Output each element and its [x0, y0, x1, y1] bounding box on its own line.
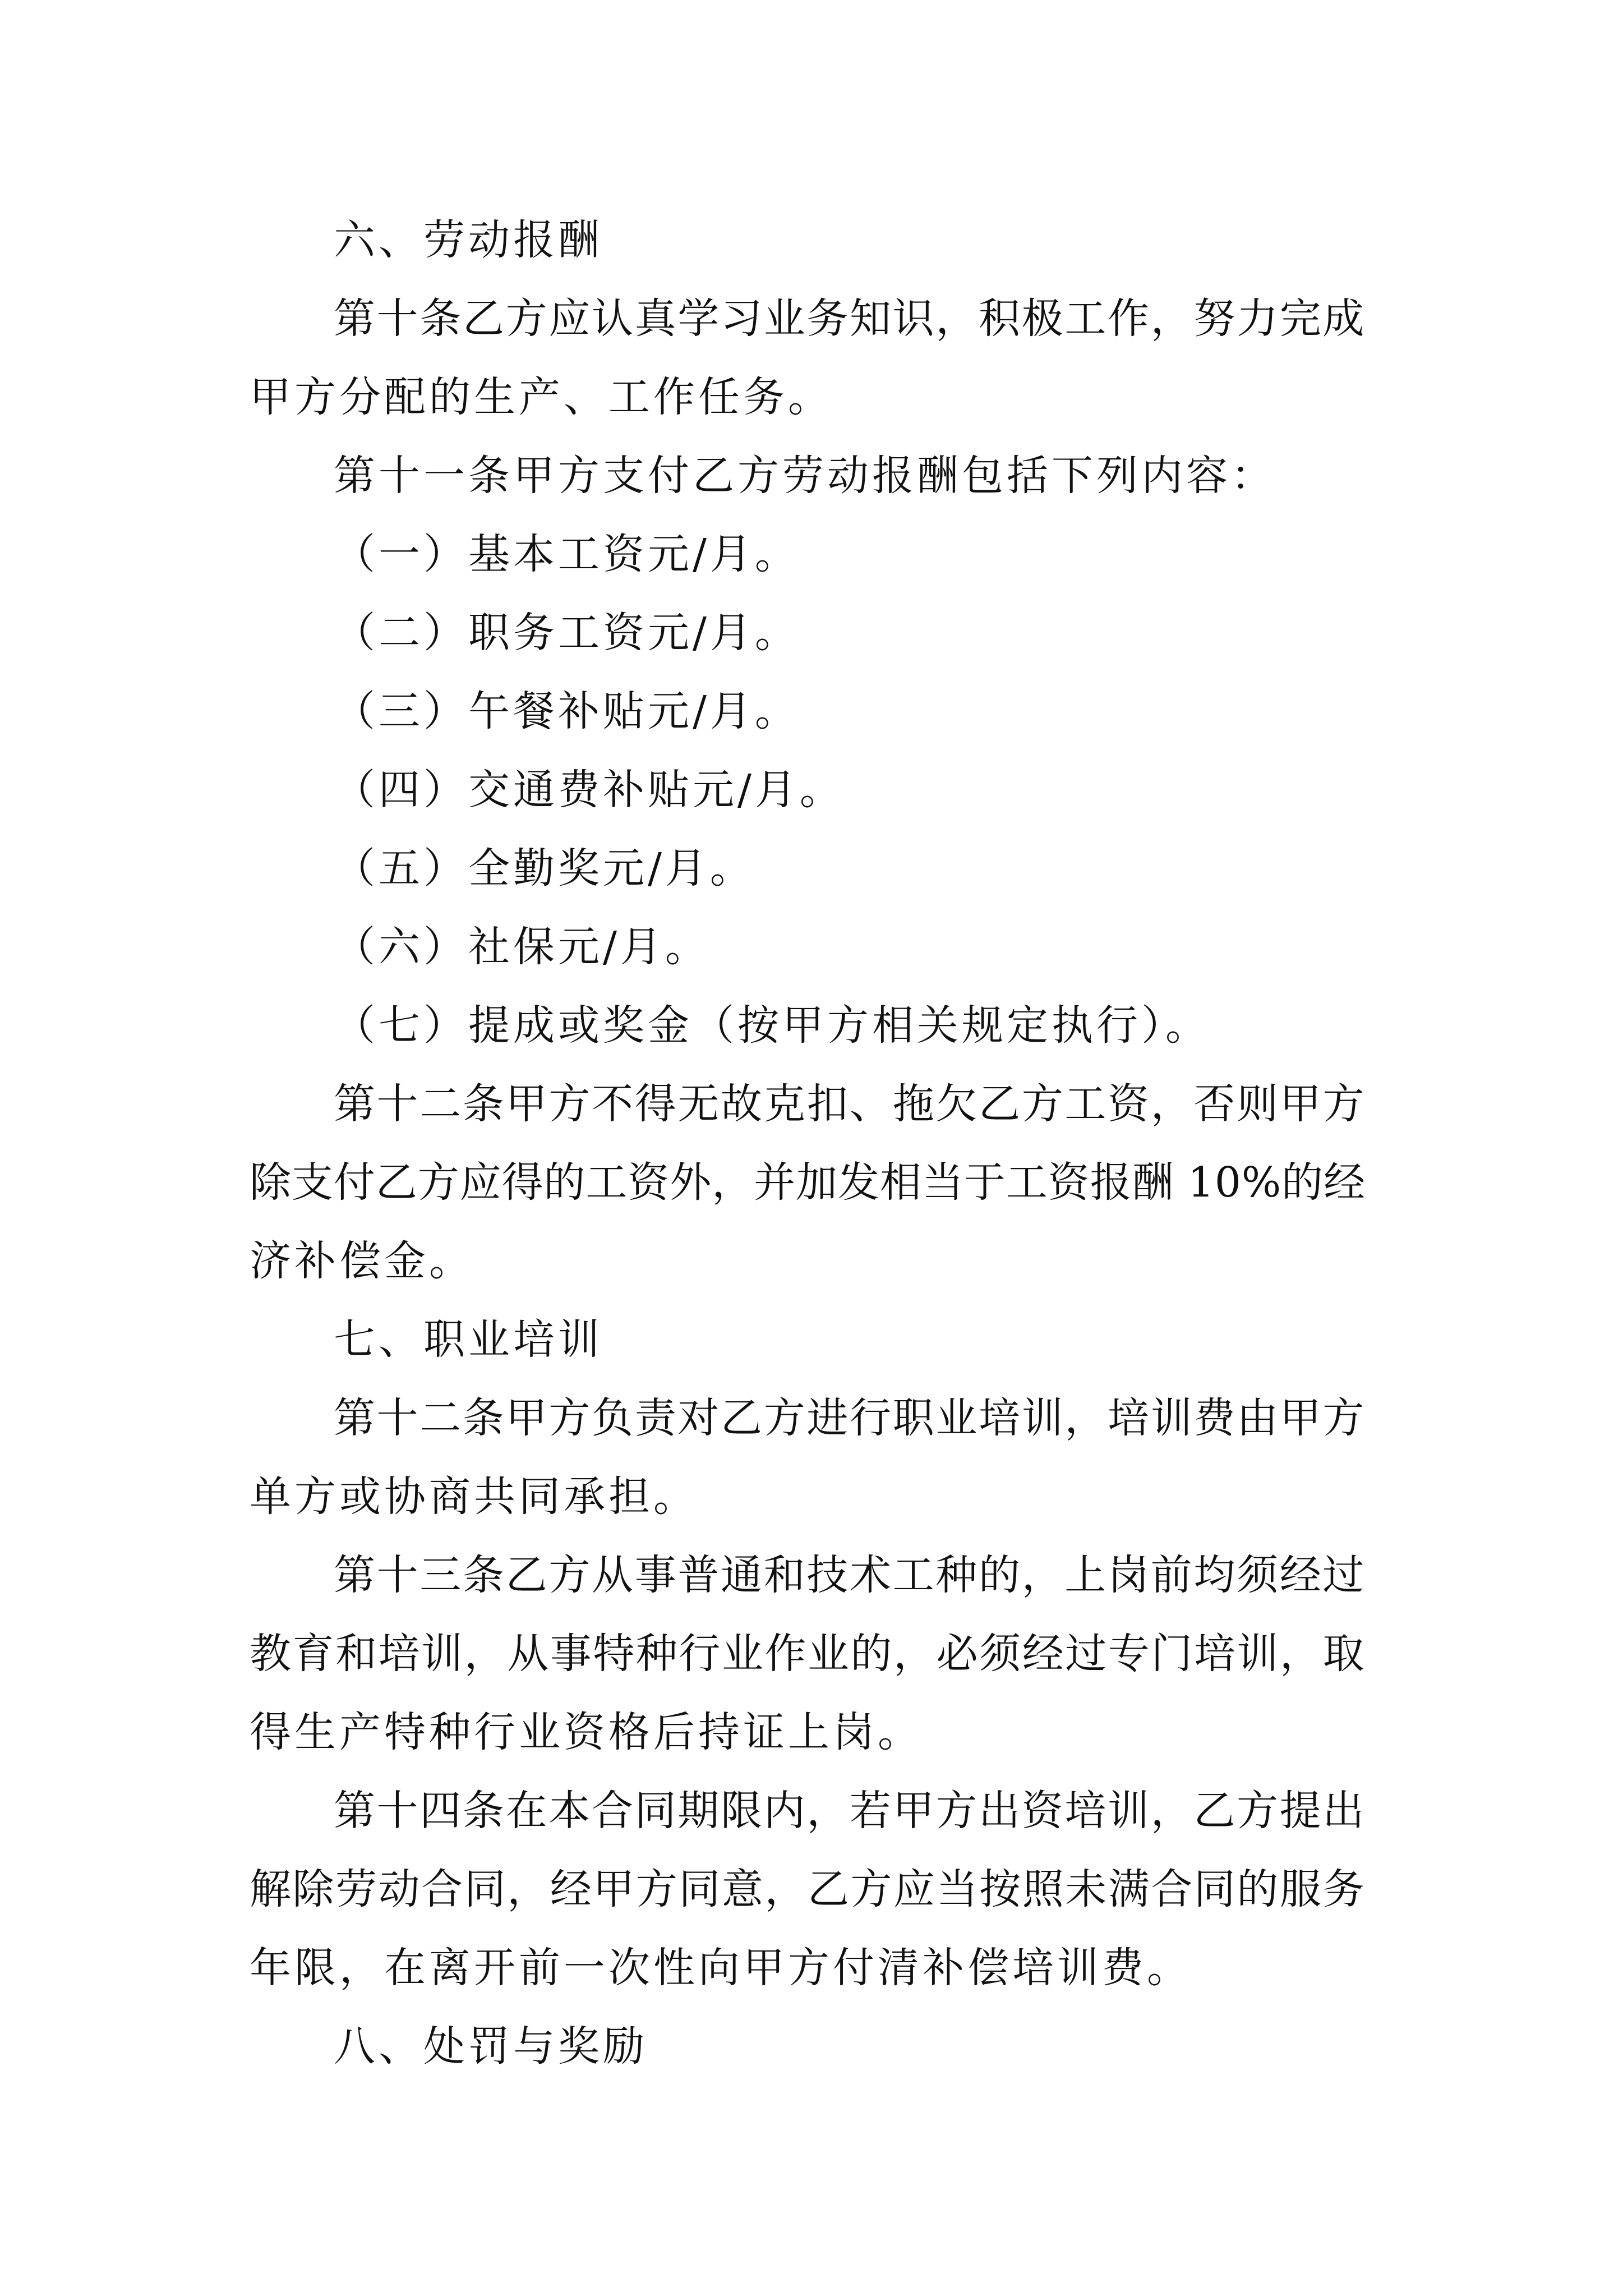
- article-13-line-3: 得生产特种行业资格后持证上岗。: [250, 1708, 923, 1756]
- list-item-3: （三）午餐补贴元/月。: [334, 687, 800, 735]
- list-item-5: （五）全勤奖元/月。: [334, 844, 755, 892]
- article-12-line-2: 除支付乙方应得的工资外，并加发相当于工资报酬 10%的经: [250, 1158, 1366, 1207]
- article-10-line-2: 甲方分配的生产、工作任务。: [250, 373, 833, 421]
- article-14-line-2: 解除劳动合同，经甲方同意，乙方应当按照未满合同的服务: [250, 1865, 1366, 1913]
- section-heading-penalties-rewards: 八、处罚与奖励: [334, 2022, 648, 2070]
- article-10-line-1: 第十条乙方应认真学习业务知识，积极工作，努力完成: [334, 295, 1366, 343]
- list-item-6: （六）社保元/月。: [334, 923, 710, 971]
- article-13-line-1: 第十三条乙方从事普通和技术工种的，上岗前均须经过: [334, 1551, 1366, 1599]
- article-12-line-1: 第十二条甲方不得无故克扣、拖欠乙方工资，否则甲方: [334, 1080, 1366, 1128]
- list-item-1: （一）基本工资元/月。: [334, 530, 800, 578]
- section-heading-vocational-training: 七、职业培训: [334, 1315, 603, 1364]
- article-14-line-3: 年限，在离开前一次性向甲方付清补偿培训费。: [250, 1944, 1192, 1992]
- article-11-line-1: 第十一条甲方支付乙方劳动报酬包括下列内容：: [334, 452, 1276, 500]
- list-item-2: （二）职务工资元/月。: [334, 609, 800, 657]
- article-12-line-3: 济补偿金。: [250, 1237, 474, 1285]
- article-14-line-1: 第十四条在本合同期限内，若甲方出资培训，乙方提出: [334, 1787, 1366, 1835]
- section-heading-labor-remuneration: 六、劳动报酬: [334, 216, 603, 264]
- article-12b-line-2: 单方或协商共同承担。: [250, 1473, 698, 1521]
- list-item-4: （四）交通费补贴元/月。: [334, 766, 845, 814]
- list-item-7: （七）提成或奖金（按甲方相关规定执行）。: [334, 1001, 1210, 1050]
- article-12b-line-1: 第十二条甲方负责对乙方进行职业培训，培训费由甲方: [334, 1394, 1366, 1442]
- article-13-line-2: 教育和培训，从事特种行业作业的，必须经过专门培训，取: [250, 1630, 1366, 1678]
